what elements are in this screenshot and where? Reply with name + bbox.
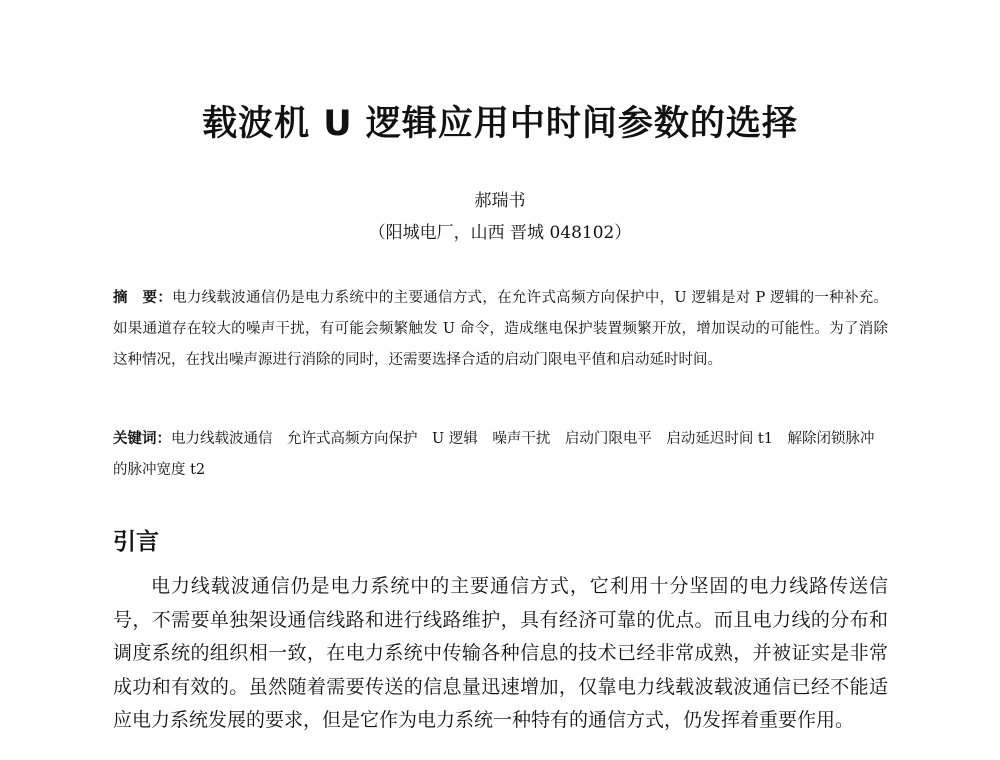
paper-title: 载波机 U 逻辑应用中时间参数的选择 <box>202 104 798 144</box>
abstract-label: 摘 要： <box>113 289 173 306</box>
keywords-label: 关键词： <box>113 430 171 447</box>
author-affiliation: （阳城电厂，山西 晋城 048102） <box>368 223 632 243</box>
abstract <box>113 282 888 376</box>
body-paragraph: 电力线载波通信仍是电力系统中的主要通信方式，它利用十分坚固的电力线路传送信号，不需要单独架设通信线路和进行线路维护，具有经济可靠的优点。而且电力线的分布和调度系统的组织相一致，在电力系统中传输各种信息的技术已经非常成熟，并被证实是非常成功和有效的。虽然随着需要传送的信息量迅速增加，仅靠电力线载波载波通信已经不能适应电力系统发展的要求，但是它作为电力系统一种特有的通信方式，仍发挥着重要作用。 <box>113 575 888 731</box>
author-name: 郝瑞书 <box>474 191 526 211</box>
keywords-text: 电力线载波通信 允许式高频方向保护 U 逻辑 噪声干扰 启动门限电平 启动延迟时间 t1 解除闭锁脉冲的脉冲宽度 t2 <box>113 431 875 478</box>
abstract-text: 电力线载波通信仍是电力系统中的主要通信方式，在允许式高频方向保护中，U 逻辑是对 P 逻辑的一种补充。如果通道存在较大的噪声干扰，有可能会频繁触发 U 命令，造成继电保护装置频繁开放，增加误动的可能性。为了消除这种情况，在找出噪声源进行消除的同时，还需要选择合适的启动门限电平值和启动延时时间。 <box>113 290 888 368</box>
section-heading-introduction: 引言 <box>113 529 159 555</box>
keywords <box>113 423 888 486</box>
